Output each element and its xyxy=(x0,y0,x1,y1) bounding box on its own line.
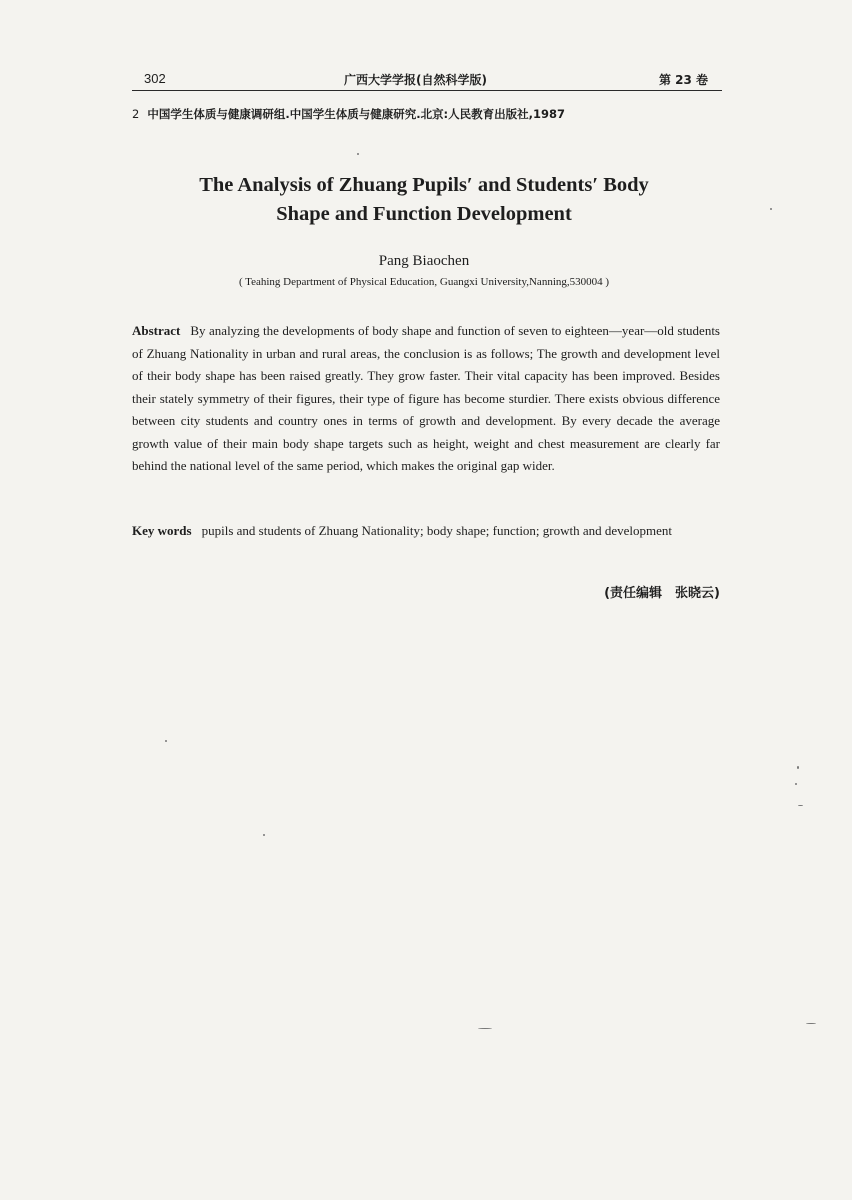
scan-speck xyxy=(357,153,359,155)
scan-speck xyxy=(797,766,799,769)
reference-entry xyxy=(132,106,732,122)
scan-speck xyxy=(798,805,803,806)
scan-speck xyxy=(478,1028,492,1029)
author-name: Pang Biaochen xyxy=(378,253,470,269)
header-divider xyxy=(132,90,722,91)
abstract-section xyxy=(132,320,720,478)
abstract-text: By analyzing the developments of body shape and function of seven to eighteen—year—old students of Zhuang Nationality in urban and rural areas, the conclusion is as follows; The growth and development level of their body shape has been raised greatly. They grow faster. Their vital capacity has been improved. Besides their stately symmetry of their figures, their type of figure has become sturdier. There exists obvious difference between city students and country ones in terms of growth and development. By every decade the average growth value of their main body shape targets such as height, weight and chest measurement are clearly far behind the national level of the same period, which makes the original gap wider. xyxy=(132,323,720,473)
abstract-label: Abstract xyxy=(132,323,181,338)
scan-speck xyxy=(165,740,167,742)
keywords-label: Key words xyxy=(132,523,192,538)
author-affiliation: ( Teahing Department of Physical Education, Guangxi University,Nanning,530004 ) xyxy=(238,276,610,288)
paper-title xyxy=(120,171,728,229)
journal-name: 广西大学学报(自然科学版) xyxy=(344,73,487,87)
scan-speck xyxy=(770,208,772,210)
running-header xyxy=(132,68,722,90)
editor-note: (责任编辑 张晓云) xyxy=(604,586,720,601)
volume-label: 第 23 卷 xyxy=(658,73,708,87)
keywords-section xyxy=(132,520,720,543)
scan-speck xyxy=(263,834,265,836)
page-number: 302 xyxy=(144,71,166,86)
scan-speck xyxy=(795,783,797,785)
scan-speck xyxy=(806,1023,816,1024)
reference-number: 2 xyxy=(132,107,140,121)
keywords-text: pupils and students of Zhuang Nationality; body shape; function; growth and development xyxy=(201,523,673,538)
title-line-1: The Analysis of Zhuang Pupils′ and Students′ Body xyxy=(199,174,649,196)
reference-text: 中国学生体质与健康调研组.中国学生体质与健康研究.北京:人民教育出版社,1987 xyxy=(147,107,566,121)
title-line-2: Shape and Function Development xyxy=(276,203,572,225)
